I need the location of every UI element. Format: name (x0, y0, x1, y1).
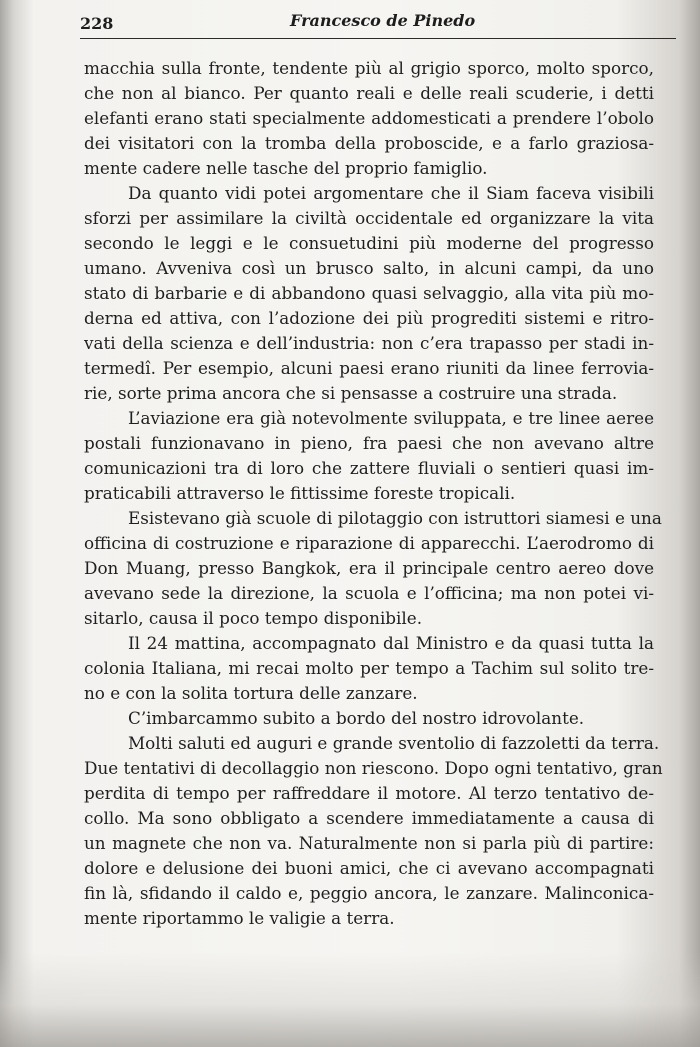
text-line: postali funzionavano in pieno, fra paesi che non avevano altre (84, 433, 654, 453)
text-line: comunicazioni tra di loro che zattere fluviali o sentieri quasi im- (84, 458, 654, 478)
text-line: Il 24 mattina, accompagnato dal Ministro e da quasi tutta la (128, 633, 654, 653)
text-line: mente riportammo le valigie a terra. (84, 908, 395, 928)
text-line: derna ed attiva, con l’adozione dei più progrediti sistemi e ritro- (84, 308, 654, 328)
text-line: dei visitatori con la tromba della proboscide, e a farlo graziosa- (84, 133, 654, 153)
text-line: che non al bianco. Per quanto reali e delle reali scuderie, i detti (84, 83, 654, 103)
text-line: elefanti erano stati specialmente addomesticati a prendere l’obolo (84, 108, 654, 128)
text-line: umano. Avveniva così un brusco salto, in alcuni campi, da uno (84, 258, 654, 278)
text-line: Due tentativi di decollaggio non riescono. Dopo ogni tentativo, gran (84, 758, 663, 778)
text-line: dolore e delusione dei buoni amici, che ci avevano accompagnati (84, 858, 654, 878)
text-line: macchia sulla fronte, tendente più al grigio sporco, molto sporco, (84, 58, 654, 78)
body-text (84, 56, 663, 931)
text-line: praticabili attraverso le fittissime foreste tropicali. (84, 483, 516, 503)
text-line: rie, sorte prima ancora che si pensasse a costruire una strada. (84, 383, 618, 403)
text-line: Molti saluti ed auguri e grande sventolio di fazzoletti da terra. (128, 733, 660, 753)
text-line: officina di costruzione e riparazione di apparecchi. L’aerodromo di (84, 533, 654, 553)
text-line: Esistevano già scuole di pilotaggio con istruttori siamesi e una (128, 508, 662, 528)
text-line: perdita di tempo per raffreddare il motore. Al terzo tentativo de- (84, 783, 654, 803)
text-line: stato di barbarie e di abbandono quasi selvaggio, alla vita più mo- (84, 283, 654, 303)
text-line: colonia Italiana, mi recai molto per tempo a Tachim sul solito tre- (84, 658, 654, 678)
text-line: sitarlo, causa il poco tempo disponibile. (84, 608, 423, 628)
text-line: sforzi per assimilare la civiltà occidentale ed organizzare la vita (84, 208, 654, 228)
text-line: secondo le leggi e le consuetudini più moderne del progresso (84, 233, 654, 253)
text-line: no e con la solita tortura delle zanzare. (84, 683, 418, 703)
text-line: avevano sede la direzione, la scuola e l’officina; ma non potei vi- (84, 583, 654, 603)
text-line: un magnete che non va. Naturalmente non si parla più di partire: (84, 833, 654, 853)
text-line: C’imbarcammo subito a bordo del nostro idrovolante. (128, 708, 585, 728)
running-title: Francesco de Pinedo (290, 11, 476, 30)
text-line: Don Muang, presso Bangkok, era il principale centro aereo dove (84, 558, 654, 578)
text-line: mente cadere nelle tasche del proprio famiglio. (84, 158, 488, 178)
text-line: Da quanto vidi potei argomentare che il Siam faceva visibili (128, 183, 654, 203)
text-line: termedî. Per esempio, alcuni paesi erano riuniti da linee ferrovia- (84, 358, 654, 378)
page-number: 228 (80, 14, 114, 33)
text-line: fin là, sfidando il caldo e, peggio ancora, le zanzare. Malinconica- (84, 883, 654, 903)
text-line: L’aviazione era già notevolmente sviluppata, e tre linee aeree (128, 408, 654, 428)
text-line: collo. Ma sono obbligato a scendere immediatamente a causa di (84, 808, 654, 828)
text-line: vati della scienza e dell’industria: non c’era trapasso per stadi in- (84, 333, 654, 353)
page-header (80, 8, 676, 39)
